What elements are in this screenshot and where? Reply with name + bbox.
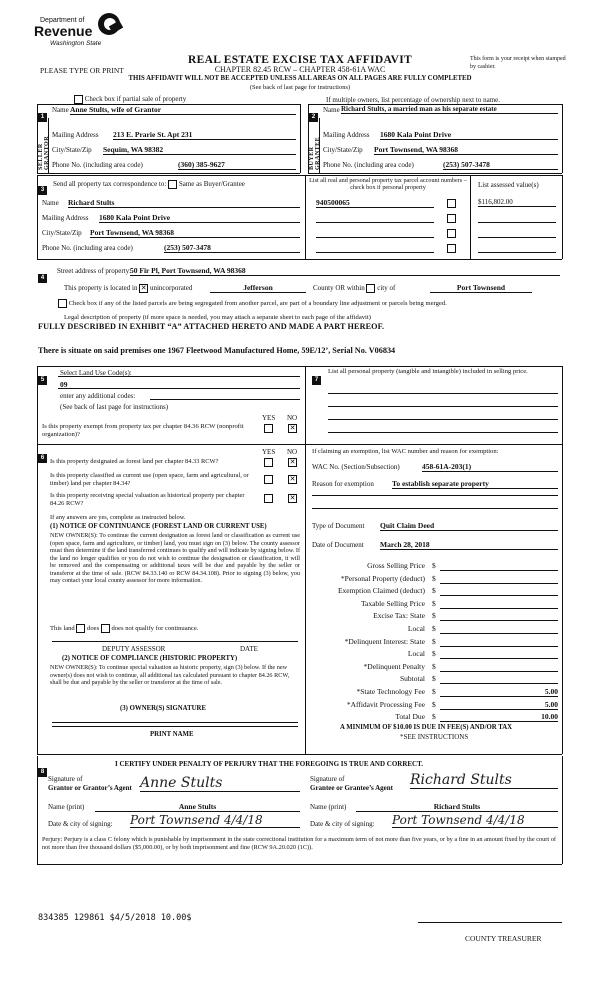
located-row [64,284,192,293]
exempt-question: Is this property exempt from property tax per chapter 84.36 RCW (nonprofit organization)? [42,423,244,438]
fee-value[interactable] [440,637,558,647]
seller-address-label: Mailing Address [52,131,99,139]
fee-value[interactable] [440,674,558,684]
perjury-notice [42,836,558,852]
send-correspondence-row [53,180,245,189]
agency-line2: Revenue [34,23,93,39]
form-subtitle: CHAPTER 82.45 RCW – CHAPTER 458-61A WAC [214,65,386,74]
section-number: 6 [38,454,47,463]
fee-label: *Delinquent Penalty [363,661,425,671]
fee-currency: $ [432,687,436,696]
fee-currency: $ [432,611,436,621]
exempt-yes-checkbox[interactable] [264,424,273,433]
fee-value[interactable] [440,611,558,621]
parcel-list-label: List all real and personal property tax parcel account numbers – check box if personal property [309,177,467,192]
doc-type[interactable]: Quit Claim Deed [380,521,558,531]
fee-label: *Personal Property (deduct) [340,573,425,583]
personal-property-checkbox[interactable] [447,214,456,223]
grantor-signature[interactable]: Anne Stults [140,775,300,792]
grantee-sig-label2: Grantee or Grantee’s Agent [310,784,394,792]
personal-property-section [312,368,321,386]
grantor-sig-label1: Signature of [48,775,83,783]
street-label: Street address of property: [57,267,132,275]
county-treasurer-label: COUNTY TREASURER [465,934,542,943]
fee-currency: $ [432,561,436,570]
correspondence-section [38,178,47,196]
city-of-label: city of [377,284,396,293]
fee-label: Exemption Claimed (deduct) [337,586,425,596]
seller-side-label: SELLER GRANTOR [38,135,50,170]
fee-currency: $ [432,674,436,684]
assessed-label: List assessed value(s) [478,181,539,189]
fee-currency: $ [432,649,436,659]
forest-land-question: Is this property designated as forest land per chapter 84.33 RCW? [50,458,219,465]
property-section [38,266,47,284]
county-label: County OR within [313,284,365,293]
doc-type-label: Type of Document [312,522,365,530]
seller-address[interactable]: 213 E. Prarie St. Apt 231 [113,130,296,140]
seller-name[interactable]: Anne Stults, wife of Grantor [70,105,296,115]
city-value[interactable]: Port Townsend [430,283,532,293]
fee-value[interactable] [440,662,558,672]
seller-name-label: Name [52,106,69,114]
corr-phone-label: Phone No. (including area code) [42,244,133,252]
grantor-name-label: Name (print) [48,803,85,811]
additional-codes-label: enter any additional codes: [60,392,136,400]
owner-signature-label: (3) OWNER(S) SIGNATURE [120,705,206,712]
section-number: 1 [38,113,47,122]
fee-value[interactable] [440,586,558,596]
historic-question: Is this property receiving special valuation as historical property per chapter 84.26 RCW? [50,492,245,507]
grantor-name[interactable]: Anne Stults [95,802,300,812]
parcel-number[interactable]: 940500065 [316,198,434,208]
buyer-address-label: Mailing Address [323,131,370,139]
reason-label: Reason for exemption [312,480,374,488]
doc-date[interactable]: March 28, 2018 [380,540,558,550]
buyer-phone-label: Phone No. (including area code) [323,161,414,169]
fee-currency: $ [432,624,436,633]
notice1-title: (1) NOTICE OF CONTINUANCE (FOREST LAND OR CURRENT USE) [50,523,267,530]
receipt-note: This form is your receipt when stamped by cashier. [470,56,566,70]
fee-label: Subtotal [399,674,425,684]
grantee-date[interactable]: Port Townsend 4/4/18 [392,813,558,828]
does-label: does [87,625,100,633]
fee-value[interactable] [440,561,558,571]
grantor-date[interactable]: Port Townsend 4/4/18 [130,813,300,828]
notice2-text: NEW OWNER(S): To continue special valuation as historic property, sign (3) below. If the new owner(s) does not wish to continue, all additional tax calculated pursuant to chapter 84.26 RCW, shall be due and payable by the seller or transferor at the time of sale. [50,664,290,687]
forest-yes-checkbox[interactable] [264,458,273,467]
if-yes-note: If any answers are yes, complete as instructed below. [50,514,186,521]
land-use-label: Select Land Use Code(s): [60,369,132,377]
grantee-signature[interactable]: Richard Stults [410,772,558,789]
see-instructions-note: *SEE INSTRUCTIONS [400,733,469,741]
fee-label: Taxable Selling Price [360,598,425,608]
print-name-label: PRINT NAME [150,731,194,738]
see-back: (See back of last page for instructions) [249,84,351,91]
does-not-checkbox[interactable] [101,624,110,633]
personal-property-label: List all personal property (tangible and intangible) included in selling price. [328,368,528,375]
fee-value[interactable] [440,624,558,634]
seller-phone-label: Phone No. (including area code) [52,161,143,169]
fee-label: *Affidavit Processing Fee [346,699,425,709]
designation-section [38,446,47,464]
partial-sale-row [74,95,186,104]
agency-line1: Department of [40,17,85,24]
certify-text: I CERTIFY UNDER PENALTY OF PERJURY THAT THE FOREGOING IS TRUE AND CORRECT. [115,760,424,768]
fee-currency: $ [432,636,436,646]
seller-section [38,105,47,123]
unincorporated-label: unincorporated [149,284,193,293]
historic-no-checkbox[interactable]: ✕ [289,494,296,502]
legal-description-label: Legal description of property (if more space is needed, you may attach a separate sheet to each page of the affidavit) [64,314,371,321]
fee-value[interactable]: 5.00 [440,700,558,710]
corr-address-label: Mailing Address [42,214,89,222]
completion-warning: THIS AFFIDAVIT WILL NOT BE ACCEPTED UNLESS ALL AREAS ON ALL PAGES ARE FULLY COMPLETED [128,75,472,82]
land-use-see-back: (See back of last page for instructions) [60,403,169,411]
fee-value[interactable] [440,599,558,609]
fee-label: *Delinquent Interest: State [344,636,425,646]
fee-label: Local [407,649,425,659]
seller-phone[interactable]: (360) 385-9627 [178,160,296,170]
fee-currency: $ [432,661,436,671]
segregated-checkbox[interactable] [58,299,67,308]
fee-currency: $ [432,699,436,709]
section-number: 3 [38,186,47,195]
multiple-owners-note: If multiple owners, list percentage of ownership next to name. [326,96,500,104]
notice2-title: (2) NOTICE OF COMPLIANCE (HISTORIC PROPERTY) [62,655,238,662]
section-number: 4 [38,274,47,283]
section-number: 5 [38,376,47,385]
wac-value[interactable]: 458-61A-203(1) [422,462,558,472]
fee-label: Total Due [395,712,425,722]
fee-value[interactable] [440,649,558,659]
corr-name-label: Name [42,199,59,207]
minimum-fee-note: A MINIMUM OF $10.00 IS DUE IN FEE(S) AND/OR TAX [340,724,513,731]
seller-city-label: City/State/Zip [52,146,92,154]
wac-label: WAC No. (Section/Subsection) [312,463,400,471]
grantor-date-label: Date & city of signing: [48,820,113,828]
city-of-checkbox[interactable] [366,284,375,293]
fee-label: Excise Tax: State [373,611,425,621]
grantee-sig-label1: Signature of [310,775,345,783]
fee-currency: $ [432,712,436,722]
perjury-text: Perjury: Perjury is a class C felony which is punishable by imprisonment in the state correctional institution for a maximum term of not more than five years, or by a fine in an amount fixed by the court of not more than five thousand dollars ($5,000.00), or by both imprisonment and fine (RCW 9A.20.020 (1C)). [42,836,556,851]
land-use-code[interactable]: 09 [60,380,68,389]
dor-logo [34,13,134,49]
personal-property-checkbox[interactable] [447,229,456,238]
fee-label: *State Technology Fee [356,687,425,696]
grantee-name-label: Name (print) [310,803,347,811]
buyer-section [309,105,318,123]
send-correspondence-label: Send all property tax correspondence to: [53,180,167,189]
grantee-name[interactable]: Richard Stults [356,802,558,812]
current-use-no-checkbox[interactable]: ✕ [289,475,296,483]
this-land-label: This land [50,625,75,633]
does-not-label: does not qualify for continuance. [111,625,199,633]
personal-property-checkbox[interactable] [447,199,456,208]
assessed-value[interactable]: $116,802.00 [478,198,556,207]
fee-currency: $ [432,573,436,583]
assessor-date-label: DATE [240,645,258,653]
no-header-6: NO [287,448,298,456]
partial-sale-label: Check box if partial sale of property [84,95,187,104]
same-as-buyer-checkbox[interactable] [168,180,177,189]
continuance-row [50,624,198,633]
fee-value[interactable] [440,574,558,584]
buyer-address[interactable]: 1680 Kala Point Drive [380,130,558,140]
unincorporated-checkbox[interactable]: ✕ [140,284,147,292]
corr-name[interactable]: Richard Stults [68,198,300,208]
fee-label: Gross Selling Price [367,561,425,570]
deputy-assessor-label: DEPUTY ASSESSOR [102,645,166,653]
buyer-side-label: BUYER GRANTEE [309,136,321,170]
same-as-buyer-label: Same as Buyer/Grantee [178,180,245,189]
forest-no-checkbox[interactable]: ✕ [289,458,296,466]
does-checkbox[interactable] [76,624,85,633]
yes-header: YES [262,414,276,422]
buyer-name[interactable]: Richard Stults, a married man as his separate estate [341,105,558,114]
signature-section [38,760,47,778]
fee-currency: $ [432,586,436,596]
grantee-date-label: Date & city of signing: [310,820,375,828]
fee-currency: $ [432,598,436,608]
corr-phone[interactable]: (253) 507-3478 [164,243,300,253]
no-header: NO [287,414,298,422]
current-use-yes-checkbox[interactable] [264,475,273,484]
notice1-text: NEW OWNER(S): To continue the current designation as forest land or classification as current use (open space, farm and agriculture, or timber) land, you must sign on (3) below. The county assessor must then determine if the land transferred continues to qualify and will indicate by signing below. If the land no longer qualifies or you do not wish to continue the designation or classification, it will be removed and the compensating or additional taxes will be due and payable by the seller or transferor at the time of sale. (RCW 84.33.140 or RCW 84.34.108). Prior to signing (3) below, you may contact your local county assessor for more information. [50,532,300,585]
historic-yes-checkbox[interactable] [264,494,273,503]
section-number: 8 [38,768,47,777]
corr-city-label: City/State/Zip [42,229,82,237]
exempt-no-checkbox[interactable]: ✕ [289,424,296,432]
doc-date-label: Date of Document [312,541,364,549]
grantor-sig-label2: Grantor or Grantor’s Agent [48,784,132,792]
county-row [313,284,395,293]
fee-value[interactable]: 5.00 [440,687,558,697]
agency-line3: Washington State [50,40,102,47]
fee-label: Local [407,624,425,633]
exhibit-text: FULLY DESCRIBED IN EXHIBIT “A” ATTACHED HERETO AND MADE A PART HEREOF. [38,322,385,331]
located-label: This property is located in [64,284,138,293]
corr-address[interactable]: 1680 Kala Point Drive [99,213,300,223]
current-use-question: Is this property classified as current use (open space, farm and agricultural, or timber) land per chapter 84.34? [50,472,249,487]
corr-city[interactable]: Port Townsend, WA 98368 [90,228,300,238]
fee-value[interactable]: 10.00 [440,712,558,722]
county-value[interactable]: Jefferson [210,283,306,293]
buyer-city-label: City/State/Zip [323,146,363,154]
seller-city[interactable]: Sequim, WA 98382 [103,145,296,155]
reason-value[interactable]: To establish separate property [392,479,558,489]
land-use-section [38,368,47,386]
exemption-label: If claiming an exemption, list WAC number and reason for exemption: [312,448,499,455]
please-type: PLEASE TYPE OR PRINT [40,66,124,75]
buyer-phone[interactable]: (253) 507-3478 [443,160,558,170]
personal-property-checkbox[interactable] [447,244,456,253]
segregated-label: Check box if any of the listed parcels are being segregated from another parcel, are part of a boundary line adjustment or parcels being merged. [68,300,447,308]
buyer-city[interactable]: Port Townsend, WA 98368 [374,145,558,155]
yes-header-6: YES [262,448,276,456]
section-number: 7 [312,376,321,385]
buyer-name-label: Name [323,106,340,114]
situate-text: There is situate on said premises one 1967 Fleetwood Manufactured Home, 59E/12’, Serial No. V06834 [38,346,396,355]
partial-sale-checkbox[interactable] [74,95,83,104]
form-title: REAL ESTATE EXCISE TAX AFFIDAVIT [188,54,412,66]
section-number: 2 [309,113,318,122]
segregated-row [58,299,447,308]
property-street[interactable]: 50 Fir Pl, Port Townsend, WA 98368 [130,266,560,276]
cashier-stamp: 834385 129861 $4/5/2018 10.00$ [38,913,192,923]
